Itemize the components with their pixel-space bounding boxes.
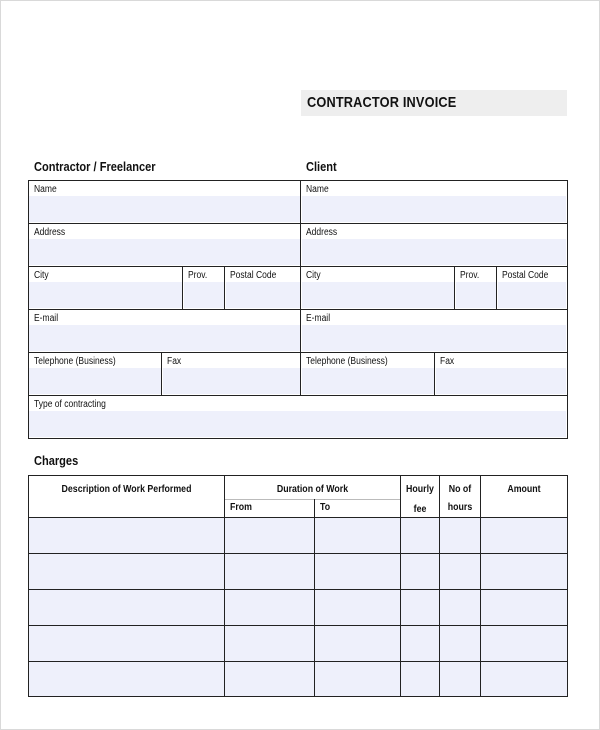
contractor-city-label: City <box>34 270 49 281</box>
hourly-header: Hourly <box>406 484 434 495</box>
client-postal-label: Postal Code <box>502 270 549 281</box>
client-telephone-label: Telephone (Business) <box>306 356 388 367</box>
row-divider <box>28 266 568 267</box>
client-name-label: Name <box>306 184 329 195</box>
contractor-name-label: Name <box>34 184 57 195</box>
row-divider <box>28 309 568 310</box>
row-divider <box>28 661 568 662</box>
column-divider <box>496 266 497 309</box>
row-divider <box>28 589 568 590</box>
contractor-prov-label: Prov. <box>188 270 208 281</box>
from-header: From <box>230 502 252 513</box>
header-divider <box>28 517 568 518</box>
client-address-label: Address <box>306 227 338 238</box>
client-fax-label: Fax <box>440 356 455 367</box>
contractor-fax-label: Fax <box>167 356 182 367</box>
duration-subdivider <box>224 499 400 500</box>
charges-table <box>28 475 568 697</box>
duration-header: Duration of Work <box>276 484 349 495</box>
hours-header-line2: hours <box>447 502 473 513</box>
column-divider <box>182 266 183 309</box>
row-divider <box>28 223 568 224</box>
contractor-heading: Contractor / Freelancer <box>34 159 156 174</box>
column-divider <box>434 352 435 395</box>
column-divider <box>439 475 440 697</box>
row-divider <box>28 625 568 626</box>
contractor-address-label: Address <box>34 227 66 238</box>
contractor-postal-label: Postal Code <box>230 270 277 281</box>
client-city-label: City <box>306 270 321 281</box>
amount-header: Amount <box>507 484 541 495</box>
row-divider <box>28 395 568 396</box>
column-divider <box>300 180 301 395</box>
charges-heading: Charges <box>34 453 79 468</box>
description-header: Description of Work Performed <box>61 484 192 495</box>
column-divider <box>454 266 455 309</box>
contractor-email-label: E-mail <box>34 313 59 324</box>
client-email-label: E-mail <box>306 313 331 324</box>
hourly-fee-header: fee <box>413 504 427 515</box>
hours-header: No of <box>448 484 472 495</box>
column-divider <box>161 352 162 395</box>
page-title: CONTRACTOR INVOICE <box>307 94 457 111</box>
row-divider <box>28 352 568 353</box>
column-divider <box>400 475 401 697</box>
contracting-type-label: Type of contracting <box>34 399 106 410</box>
contractor-telephone-label: Telephone (Business) <box>34 356 116 367</box>
column-divider <box>224 475 225 697</box>
client-heading: Client <box>306 159 337 174</box>
to-header: To <box>320 502 331 513</box>
row-divider <box>28 553 568 554</box>
column-divider <box>314 499 315 697</box>
client-prov-label: Prov. <box>460 270 480 281</box>
column-divider <box>480 475 481 697</box>
column-divider <box>224 266 225 309</box>
